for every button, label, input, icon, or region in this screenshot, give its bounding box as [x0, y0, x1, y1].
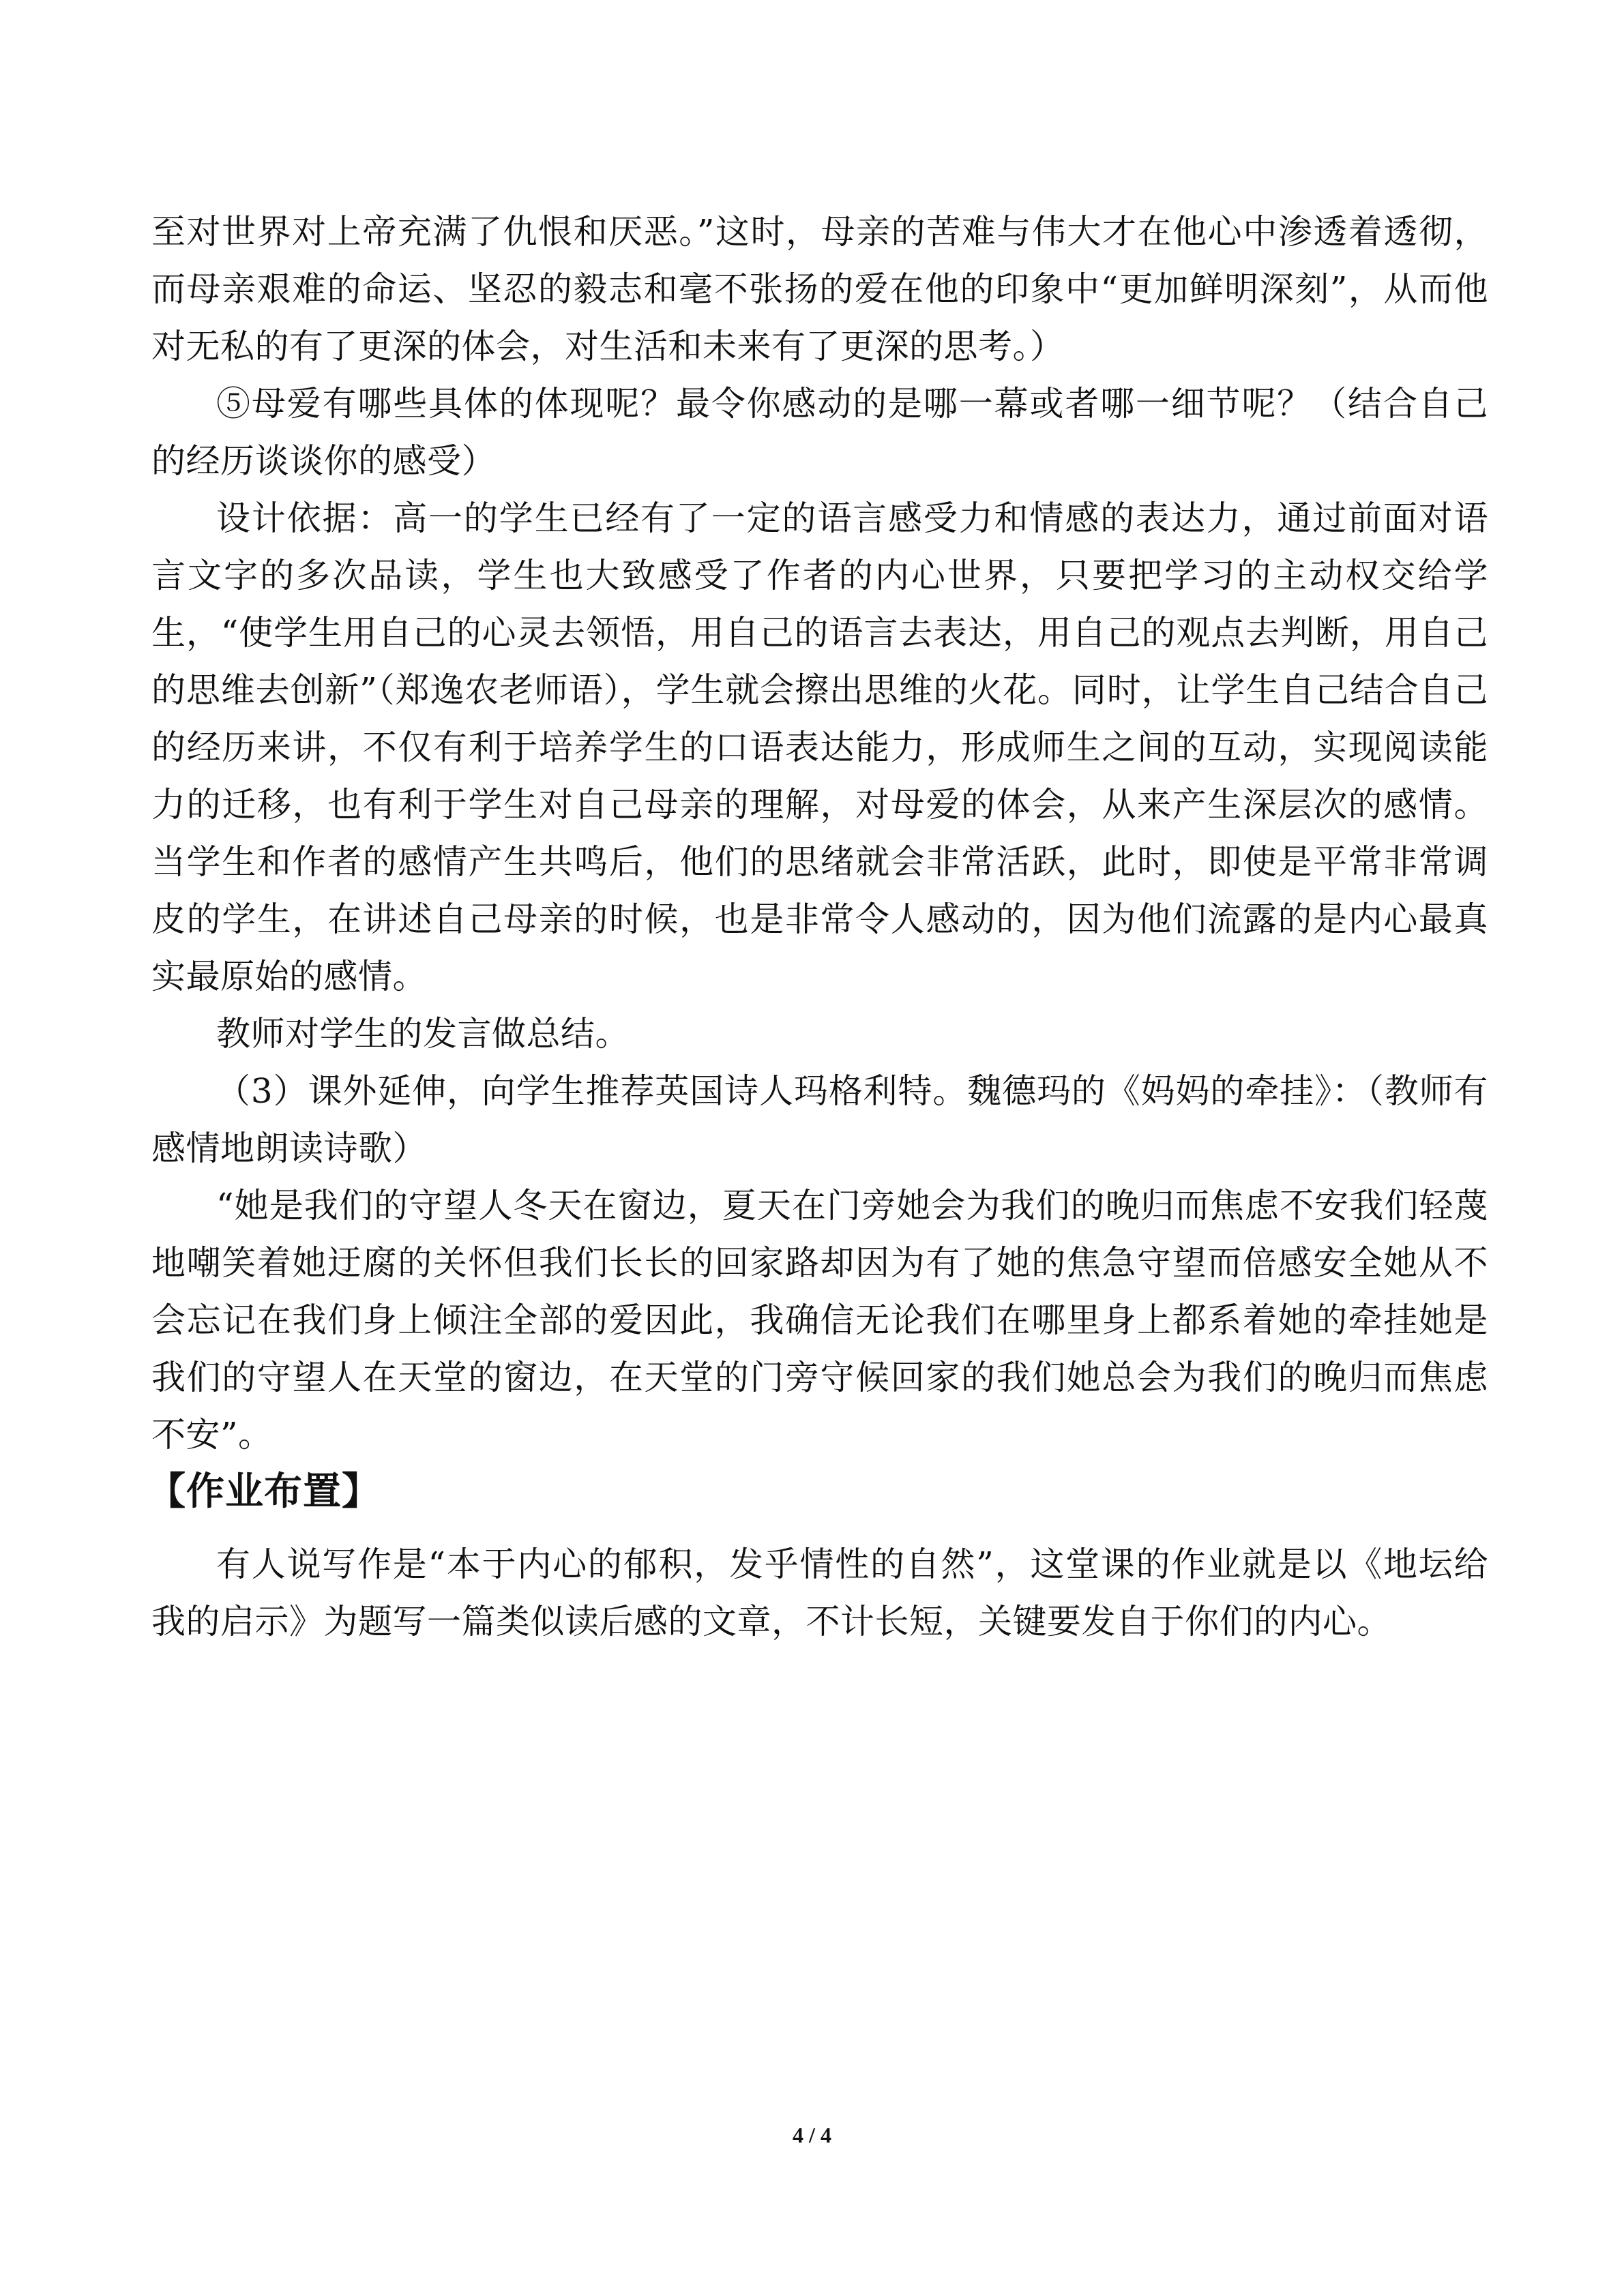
paragraph-poem: “她是我们的守望人冬天在窗边，夏天在门旁她会为我们的晚归而焦虑不安我们轻蔑地嘲笑着她迂腐的关怀但我们长长的回家路却因为有了她的焦急守望而倍感安全她从不会忘记在我们身上倾注全部的爱因此，我确信无论我们在哪里身上都系着她的牵挂她是我们的守望人在天堂的窗边，在天堂的门旁守候回家的我们她总会为我们的晚归而焦虑不安”。 — [151, 1186, 1488, 1455]
section-heading-homework: 【作业布置】 — [147, 1470, 381, 1514]
paragraph-homework: 有人说写作是“本于内心的郁积，发乎情性的自然”，这堂课的作业就是以《地坛给我的启示》为题写一篇类似读后感的文章，不计长短，关键要发自于你们的内心。 — [151, 1545, 1488, 1641]
page-number: 4 / 4 — [793, 2123, 831, 2147]
document-body — [147, 203, 1488, 1650]
paragraph-continuation: 至对世界对上帝充满了仇恨和厌恶。”这时，母亲的苦难与伟大才在他心中渗透着透彻，而母亲艰难的命运、坚忍的毅志和毫不张扬的爱在他的印象中“更加鲜明深刻”，从而他对无私的有了更深的体会，对生活和未来有了更深的思考。） — [151, 212, 1488, 366]
paragraph-extension: （3）课外延伸，向学生推荐英国诗人玛格利特。魏德玛的《妈妈的牵挂》：（教师有感情地朗读诗歌） — [151, 1071, 1488, 1168]
paragraph-teacher-summary: 教师对学生的发言做总结。 — [216, 1014, 630, 1054]
paragraph-design-basis: 设计依据：高一的学生已经有了一定的语言感受力和情感的表达力，通过前面对语言文字的多次品读，学生也大致感受了作者的内心世界，只要把学习的主动权交给学生，“使学生用自己的心灵去领悟，用自己的语言去表达，用自己的观点去判断，用自己的思维去创新”（郑逸农老师语），学生就会擦出思维的火花。同时，让学生自己结合自己的经历来讲，不仅有利于培养学生的口语表达能力，形成师生之间的互动，实现阅读能力的迁移，也有利于学生对自己母亲的理解，对母爱的体会，从来产生深层次的感情。当学生和作者的感情产生共鸣后，他们的思绪就会非常活跃，此时，即使是平常非常调皮的学生，在讲述自己母亲的时候，也是非常令人感动的，因为他们流露的是内心最真实最原始的感情。 — [151, 498, 1488, 996]
paragraph-question: ⑤母爱有哪些具体的体现呢？最令你感动的是哪一幕或者哪一细节呢？（结合自己的经历谈谈你的感受） — [151, 384, 1488, 481]
